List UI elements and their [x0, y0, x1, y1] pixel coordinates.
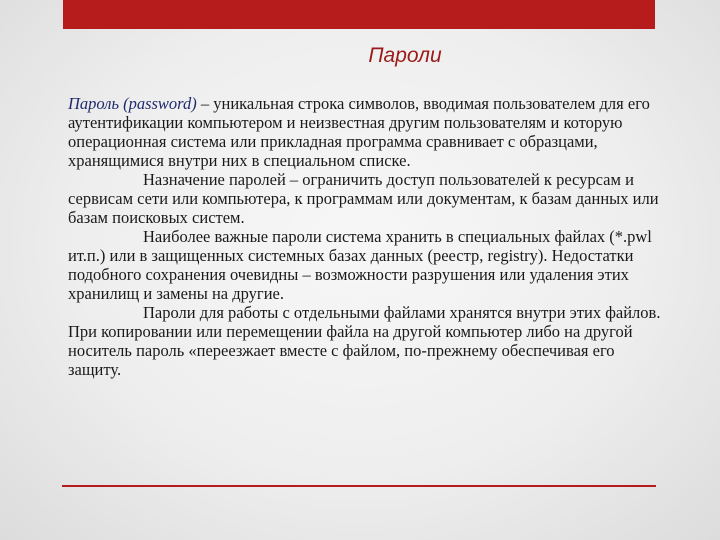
paragraph-file-passwords: Пароли для работы с отдельными файлами хранятся внутри этих файлов. При копировании или перемещении файла на другой компьютер либо на другой носитель пароль «переезжает вместе с файлом, по-прежнему обеспечивая его защиту.: [68, 303, 661, 379]
paragraph-storage: Наиболее важные пароли система хранить в специальных файлах (*.pwl ит.п.) или в защищенных системных базах данных (реестр, registry). Недостатки подобного сохранения очевидны – возможности разрушения или удаления этих хранилищ и замены на другие.: [68, 227, 652, 303]
definition-term: Пароль (password): [68, 94, 197, 113]
paragraph-purpose: Назначение паролей – ограничить доступ пользователей к ресурсам и сервисам сети или компьютера, к программам или документам, к базам данных или базам поисковых систем.: [68, 170, 659, 227]
definition-paragraph: [68, 94, 664, 170]
definition-text: – уникальная строка символов, вводимая пользователем для его аутентификации компьютером и неизвестная другим пользователям и которую операционная система или прикладная программа сравнивает с образцами, хранящимися внутри них в специальном списке.: [68, 94, 650, 170]
top-accent-band: [63, 0, 655, 29]
slide-title: Пароли: [368, 44, 442, 67]
slide-body: [68, 94, 664, 379]
bottom-divider: [62, 485, 656, 487]
